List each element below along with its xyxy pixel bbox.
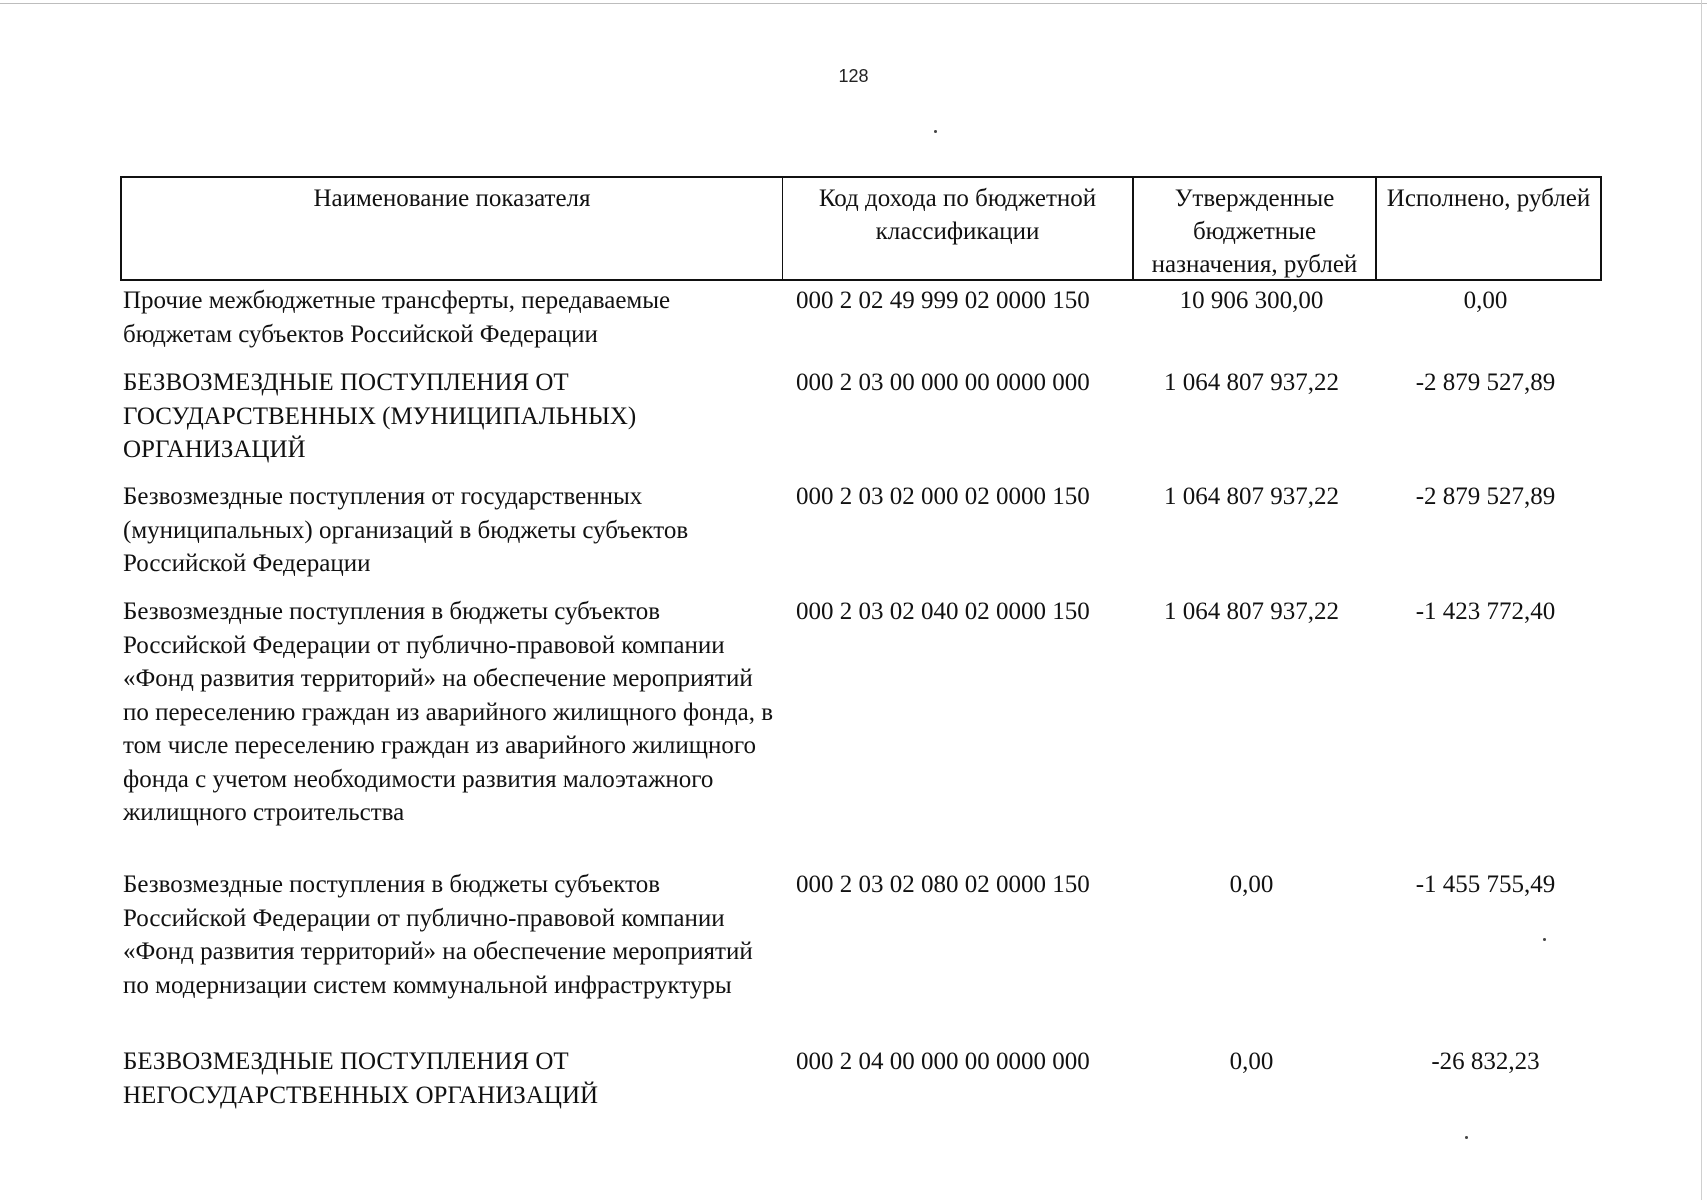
row-approved: 10 906 300,00 bbox=[1179, 287, 1324, 314]
row-name: БЕЗВОЗМЕЗДНЫЕ ПОСТУПЛЕНИЯ ОТ НЕГОСУДАРСТВЕННЫХ ОРГАНИЗАЦИЙ bbox=[123, 1048, 599, 1109]
row-name: Безвозмездные поступления в бюджеты субъектов Российской Федерации от публично-правовой компании «Фонд развития территорий» на обеспечение мероприятий по переселению граждан из аварийного жилищного фонда, в том числе переселению граждан из аварийного жилищного фонда с учетом необходимости развития малоэтажного жилищного строительства bbox=[123, 598, 774, 826]
row-executed: -1 455 755,49 bbox=[1415, 871, 1556, 898]
page-number: 128 bbox=[838, 66, 869, 86]
row-executed: -2 879 527,89 bbox=[1415, 369, 1556, 396]
scan-edge-top bbox=[0, 3, 1707, 4]
row-approved: 1 064 807 937,22 bbox=[1164, 598, 1339, 625]
row-name: БЕЗВОЗМЕЗДНЫЕ ПОСТУПЛЕНИЯ ОТ ГОСУДАРСТВЕННЫХ (МУНИЦИПАЛЬНЫХ) ОРГАНИЗАЦИЙ bbox=[123, 369, 637, 463]
header-name: Наименование показателя bbox=[313, 185, 591, 212]
row-executed: -26 832,23 bbox=[1431, 1048, 1540, 1075]
row-code: 000 2 03 00 000 00 0000 000 bbox=[796, 369, 1090, 396]
row-executed: -2 879 527,89 bbox=[1415, 483, 1556, 510]
row-approved: 0,00 bbox=[1229, 871, 1274, 898]
scan-speck bbox=[1543, 938, 1546, 941]
row-code: 000 2 03 02 000 02 0000 150 bbox=[796, 483, 1090, 510]
scan-speck bbox=[1465, 1136, 1468, 1139]
row-executed: -1 423 772,40 bbox=[1415, 598, 1556, 625]
row-name: Безвозмездные поступления от государственных (муниципальных) организаций в бюджеты субъектов Российской Федерации bbox=[123, 483, 689, 577]
scan-speck bbox=[934, 130, 937, 133]
row-approved: 0,00 bbox=[1229, 1048, 1274, 1075]
row-approved: 1 064 807 937,22 bbox=[1164, 483, 1339, 510]
table-header bbox=[120, 176, 1602, 281]
row-name: Прочие межбюджетные трансферты, передаваемые бюджетам субъектов Российской Федерации bbox=[123, 287, 671, 348]
row-code: 000 2 03 02 040 02 0000 150 bbox=[796, 598, 1090, 625]
header-code: Код дохода по бюджетной классификации bbox=[782, 178, 1132, 279]
header-approved: Утвержденные бюджетные назначения, рублей bbox=[1132, 178, 1375, 279]
row-code: 000 2 02 49 999 02 0000 150 bbox=[796, 287, 1090, 314]
header-executed: Исполнено, рублей bbox=[1375, 178, 1600, 279]
row-code: 000 2 04 00 000 00 0000 000 bbox=[796, 1048, 1090, 1075]
row-name: Безвозмездные поступления в бюджеты субъектов Российской Федерации от публично-правовой компании «Фонд развития территорий» на обеспечение мероприятий по модернизации систем коммунальной инфраструктуры bbox=[123, 871, 753, 999]
row-code: 000 2 03 02 080 02 0000 150 bbox=[796, 871, 1090, 898]
row-executed: 0,00 bbox=[1463, 287, 1508, 314]
row-approved: 1 064 807 937,22 bbox=[1164, 369, 1339, 396]
scan-edge-right bbox=[1701, 0, 1702, 1200]
